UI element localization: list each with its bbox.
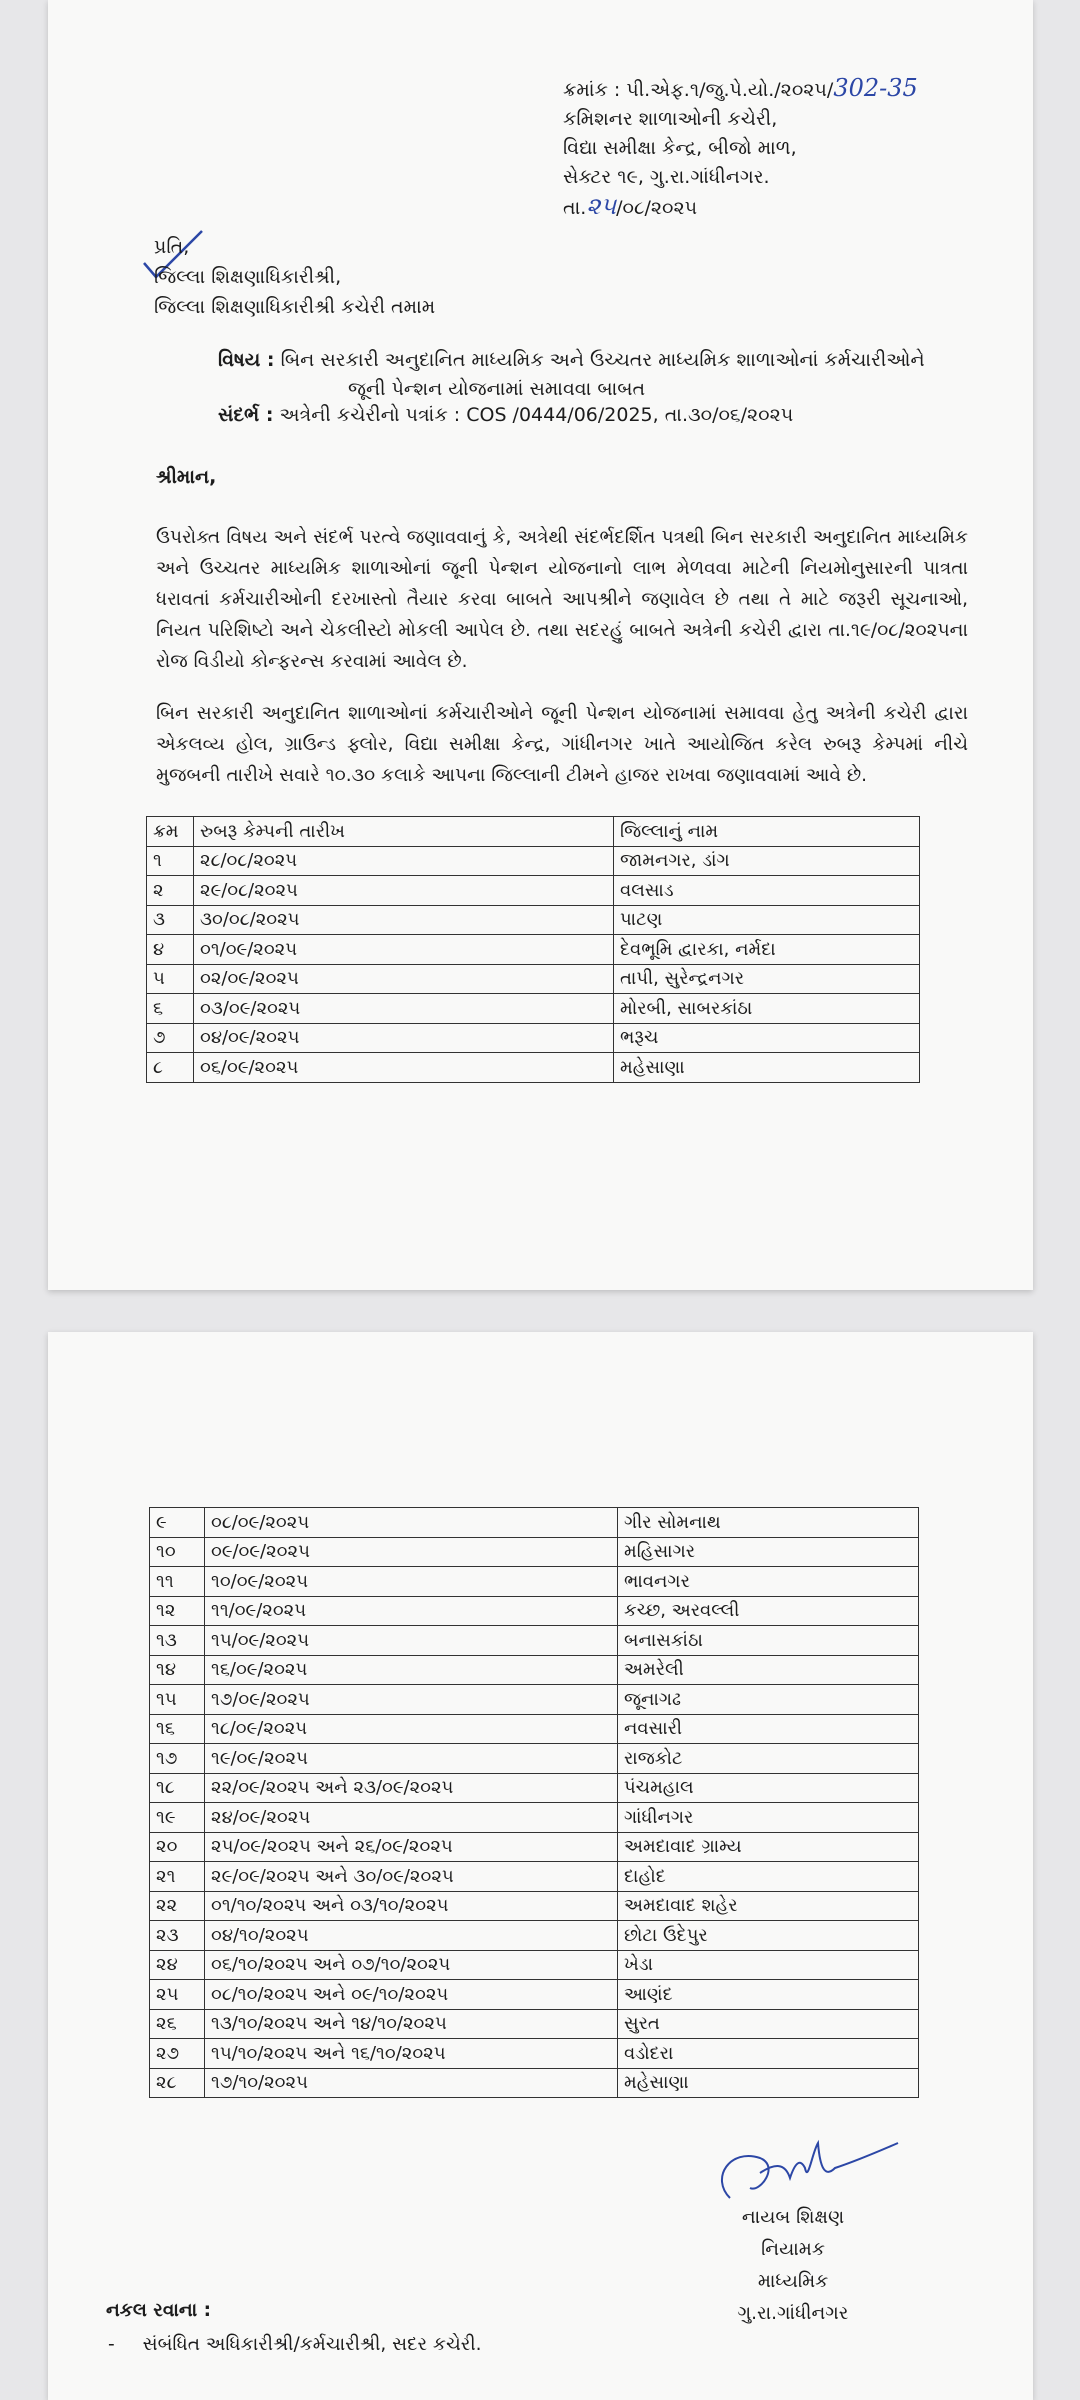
- serial-cell: ૧૭: [150, 1744, 205, 1774]
- camp-date-cell: ૧૫/૦૯/૨૦૨૫: [205, 1626, 618, 1656]
- district-cell: નવસારી: [618, 1714, 919, 1744]
- camp-date-cell: ૧૧/૦૯/૨૦૨૫: [205, 1596, 618, 1626]
- table-row: [150, 1744, 919, 1774]
- district-cell: ભાવનગર: [618, 1567, 919, 1597]
- camp-date-cell: ૦૪/૧૦/૨૦૨૫: [205, 1921, 618, 1951]
- serial-cell: ૨૦: [150, 1832, 205, 1862]
- reference-number-line: ક્રમાંક : પી.એફ.૧/જુ.પે.યો./૨૦૨૫/302-35: [563, 74, 918, 102]
- camp-date-cell: ૦૪/૦૯/૨૦૨૫: [194, 1023, 614, 1053]
- district-cell: તાપી, સુરેન્દ્રનગર: [614, 964, 920, 994]
- table-header-row: [147, 817, 920, 847]
- document-page-1: [48, 0, 1033, 1290]
- office-address: સેક્ટર ૧૯, ગુ.રા.ગાંધીનગર.: [563, 166, 770, 188]
- serial-cell: ૨૩: [150, 1921, 205, 1951]
- letter-header: [563, 74, 918, 223]
- table-row: [150, 1921, 919, 1951]
- table-row: [147, 994, 920, 1024]
- table-row: [150, 1862, 919, 1892]
- district-cell: ભરૂચ: [614, 1023, 920, 1053]
- district-cell: અમરેલી: [618, 1655, 919, 1685]
- signatory-place: ગુ.રા.ગાંધીનગર: [737, 2303, 849, 2324]
- camp-date-cell: ૨૪/૦૯/૨૦૨૫: [205, 1803, 618, 1833]
- table-row: [150, 1832, 919, 1862]
- serial-cell: ૮: [147, 1053, 194, 1083]
- copy-to-block: [106, 2294, 482, 2362]
- serial-cell: ૧૫: [150, 1685, 205, 1715]
- camp-date-cell: ૦૬/૦૯/૨૦૨૫: [194, 1053, 614, 1083]
- serial-cell: ૨૬: [150, 2009, 205, 2039]
- camp-date-cell: ૦૨/૦૯/૨૦૨૫: [194, 964, 614, 994]
- recipient-line-2: જિલ્લા શિક્ષણાધિકારીશ્રી કચેરી તમામ: [154, 296, 436, 318]
- serial-cell: ૧૩: [150, 1626, 205, 1656]
- table-row: [150, 1655, 919, 1685]
- salutation: શ્રીમાન,: [156, 466, 217, 488]
- serial-cell: ૧૮: [150, 1773, 205, 1803]
- table-row: [147, 1023, 920, 1053]
- camp-date-cell: ૦૬/૧૦/૨૦૨૫ અને ૦૭/૧૦/૨૦૨૫: [205, 1950, 618, 1980]
- camp-date-cell: ૨૯/૦૮/૨૦૨૫: [194, 876, 614, 906]
- table-row: [147, 905, 920, 935]
- district-cell: પાટણ: [614, 905, 920, 935]
- table-row: [150, 1508, 919, 1538]
- serial-cell: ૨૨: [150, 1891, 205, 1921]
- serial-cell: ૬: [147, 994, 194, 1024]
- district-cell: બનાસકાંઠા: [618, 1626, 919, 1656]
- signatory-designation: નાયબ શિક્ષણ નિયામક: [741, 2207, 845, 2260]
- district-cell: રાજકોટ: [618, 1744, 919, 1774]
- letter-date: તા.૨૫/૦૮/૨૦૨૫: [563, 192, 698, 220]
- district-cell: કચ્છ, અરવલ્લી: [618, 1596, 919, 1626]
- table-header-cell: ક્રમ: [147, 817, 194, 847]
- serial-cell: ૨૭: [150, 2039, 205, 2069]
- copy-to-title: નકલ રવાના :: [106, 2300, 212, 2321]
- paragraph-2: બિન સરકારી અનુદાનિત શાળાઓનાં કર્મચારીઓને જૂની પેન્શન યોજનામાં સમાવવા હેતુ અત્રેની કચેરી દ્વારા એકલવ્ય હોલ, ગ્રાઉન્ડ ફ્લોર, વિદ્યા સમીક્ષા કેન્દ્ર, ગાંધીનગર ખાતે આયોજિત કરેલ રુબરૂ કેમ્પમાં નીચે મુજબની તારીખે સવારે ૧૦.૩૦ કલાકે આપના જિલ્લાની ટીમને હાજર રાખવા જણાવવામાં આવે છે.: [156, 703, 968, 786]
- district-cell: મહિસાગર: [618, 1537, 919, 1567]
- subject-line-1: બિન સરકારી અનુદાનિત માધ્યમિક અને ઉચ્ચતર માધ્યમિક શાળાઓનાં કર્મચારીઓને: [280, 349, 925, 371]
- serial-cell: ૧: [147, 846, 194, 876]
- table-row: [150, 1537, 919, 1567]
- district-cell: મહેસાણા: [618, 2068, 919, 2098]
- camp-schedule-table: [146, 816, 920, 1083]
- table-row: [150, 1596, 919, 1626]
- reference-text: અત્રેની કચેરીનો પત્રાંક : COS /0444/06/2025, તા.૩૦/૦૬/૨૦૨૫: [279, 404, 794, 426]
- serial-cell: ૧૬: [150, 1714, 205, 1744]
- district-cell: અમદાવાદ શહેર: [618, 1891, 919, 1921]
- table-header-cell: રુબરૂ કેમ્પની તારીખ: [194, 817, 614, 847]
- camp-date-cell: ૧૬/૦૯/૨૦૨૫: [205, 1655, 618, 1685]
- table-row: [150, 1626, 919, 1656]
- handwritten-number: 302-35: [833, 74, 918, 102]
- camp-date-cell: ૧૫/૧૦/૨૦૨૫ અને ૧૬/૧૦/૨૦૨૫: [205, 2039, 618, 2069]
- camp-schedule-table-continued: [149, 1507, 919, 2098]
- copy-to-dash: -: [108, 2334, 115, 2355]
- serial-cell: ૧૪: [150, 1655, 205, 1685]
- district-cell: અમદાવાદ ગ્રામ્ય: [618, 1832, 919, 1862]
- table-header-cell: જિલ્લાનું નામ: [614, 817, 920, 847]
- table-row: [150, 1567, 919, 1597]
- table-row: [150, 2068, 919, 2098]
- reference-line: [218, 404, 793, 426]
- serial-cell: ૧૧: [150, 1567, 205, 1597]
- table-row: [150, 1714, 919, 1744]
- camp-date-cell: ૦૧/૧૦/૨૦૨૫ અને ૦૩/૧૦/૨૦૨૫: [205, 1891, 618, 1921]
- table-row: [150, 2039, 919, 2069]
- district-cell: દેવભૂમિ દ્વારકા, નર્મદા: [614, 935, 920, 965]
- serial-cell: ૨૪: [150, 1950, 205, 1980]
- table-row: [147, 935, 920, 965]
- serial-cell: ૧૨: [150, 1596, 205, 1626]
- district-cell: વડોદરા: [618, 2039, 919, 2069]
- camp-date-cell: ૧૯/૦૯/૨૦૨૫: [205, 1744, 618, 1774]
- paragraph-1: ઉપરોક્ત વિષય અને સંદર્ભ પરત્વે જણાવવાનું કે, અત્રેથી સંદર્ભદર્શિત પત્રથી બિન સરકારી અનુદાનિત માધ્યમિક અને ઉચ્ચતર માધ્યમિક શાળાઓનાં જૂની પેન્શન યોજનાનો લાભ મેળવવા માટેની નિયમોનુસારની પાત્રતા ધરાવતાં કર્મચારીઓની દરખાસ્તો તૈયાર કરવા બાબતે આપશ્રીને જણાવેલ છે તથા તે માટે જરૂરી સૂચનાઓ, નિયત પરિશિષ્ટો અને ચેકલીસ્ટો મોકલી આપેલ છે. તથા સદરહું બાબતે અત્રેની કચેરી દ્વારા તા.૧૯/૦૮/૨૦૨૫ના રોજ વિડીયો કોન્ફરન્સ કરવામાં આવેલ છે.: [156, 527, 968, 672]
- district-cell: દાહોદ: [618, 1862, 919, 1892]
- camp-date-cell: ૨૨/૦૯/૨૦૨૫ અને ૨૩/૦૯/૨૦૨૫: [205, 1773, 618, 1803]
- district-cell: આણંદ: [618, 1980, 919, 2010]
- district-cell: ગાંધીનગર: [618, 1803, 919, 1833]
- serial-cell: ૧૯: [150, 1803, 205, 1833]
- recipient-line-1: જિલ્લા શિક્ષણાધિકારીશ્રી,: [154, 266, 342, 288]
- district-cell: જામનગર, ડાંગ: [614, 846, 920, 876]
- camp-date-cell: ૦૮/૦૯/૨૦૨૫: [205, 1508, 618, 1538]
- camp-date-cell: ૧૭/૦૯/૨૦૨૫: [205, 1685, 618, 1715]
- table-row: [150, 1803, 919, 1833]
- serial-cell: ૩: [147, 905, 194, 935]
- office-name: કમિશનર શાળાઓની કચેરી,: [563, 108, 778, 130]
- serial-cell: ૭: [147, 1023, 194, 1053]
- serial-cell: ૫: [147, 964, 194, 994]
- reference-label: સંદર્ભ :: [218, 404, 274, 426]
- district-cell: મહેસાણા: [614, 1053, 920, 1083]
- copy-to-item: [106, 2328, 482, 2362]
- district-cell: જૂનાગઢ: [618, 1685, 919, 1715]
- table-row: [147, 846, 920, 876]
- camp-date-cell: ૦૧/૦૯/૨૦૨૫: [194, 935, 614, 965]
- table-row: [150, 1685, 919, 1715]
- table-row: [147, 876, 920, 906]
- signatory-department: માધ્યમિક: [757, 2271, 829, 2292]
- signatory-block: [708, 2202, 878, 2330]
- copy-to-text: સંબંધિત અધિકારીશ્રી/કર્મચારીશ્રી, સદર કચેરી.: [142, 2334, 482, 2355]
- subject-block: [218, 346, 978, 404]
- camp-date-cell: ૧૦/૦૯/૨૦૨૫: [205, 1567, 618, 1597]
- table-row: [150, 1773, 919, 1803]
- office-building: વિદ્યા સમીક્ષા કેન્દ્ર, બીજો માળ,: [563, 137, 797, 159]
- camp-date-cell: ૨૫/૦૯/૨૦૨૫ અને ૨૬/૦૯/૨૦૨૫: [205, 1832, 618, 1862]
- serial-cell: ૨૮: [150, 2068, 205, 2098]
- camp-date-cell: ૧૩/૧૦/૨૦૨૫ અને ૧૪/૧૦/૨૦૨૫: [205, 2009, 618, 2039]
- camp-date-cell: ૨૯/૦૯/૨૦૨૫ અને ૩૦/૦૯/૨૦૨૫: [205, 1862, 618, 1892]
- district-cell: વલસાડ: [614, 876, 920, 906]
- camp-date-cell: ૨૮/૦૮/૨૦૨૫: [194, 846, 614, 876]
- table-row: [150, 1891, 919, 1921]
- table-row: [147, 964, 920, 994]
- serial-cell: ૨૧: [150, 1862, 205, 1892]
- district-cell: પંચમહાલ: [618, 1773, 919, 1803]
- serial-cell: ૪: [147, 935, 194, 965]
- serial-cell: ૨: [147, 876, 194, 906]
- table-row: [150, 1980, 919, 2010]
- camp-date-cell: ૦૯/૦૯/૨૦૨૫: [205, 1537, 618, 1567]
- table-row: [147, 1053, 920, 1083]
- subject-line-2: જૂની પેન્શન યોજનામાં સમાવવા બાબત: [348, 378, 646, 400]
- document-page-2: [48, 1332, 1033, 2400]
- district-cell: ગીર સોમનાથ: [618, 1508, 919, 1538]
- camp-date-cell: ૧૮/૦૯/૨૦૨૫: [205, 1714, 618, 1744]
- table-row: [150, 2009, 919, 2039]
- subject-label: વિષય :: [218, 349, 275, 371]
- handwritten-date: ૨૫: [586, 192, 617, 220]
- recipient-block: [154, 232, 435, 322]
- district-cell: મોરબી, સાબરકાંઠા: [614, 994, 920, 1024]
- camp-date-cell: ૦૩/૦૯/૨૦૨૫: [194, 994, 614, 1024]
- district-cell: છોટા ઉદેપુર: [618, 1921, 919, 1951]
- district-cell: ખેડા: [618, 1950, 919, 1980]
- serial-cell: ૧૦: [150, 1537, 205, 1567]
- recipient-prefix: પ્રતિ,: [154, 236, 190, 258]
- district-cell: સુરત: [618, 2009, 919, 2039]
- camp-date-cell: ૧૭/૧૦/૨૦૨૫: [205, 2068, 618, 2098]
- serial-cell: ૨૫: [150, 1980, 205, 2010]
- camp-date-cell: ૩૦/૦૮/૨૦૨૫: [194, 905, 614, 935]
- serial-cell: ૯: [150, 1508, 205, 1538]
- table-row: [150, 1950, 919, 1980]
- camp-date-cell: ૦૮/૧૦/૨૦૨૫ અને ૦૯/૧૦/૨૦૨૫: [205, 1980, 618, 2010]
